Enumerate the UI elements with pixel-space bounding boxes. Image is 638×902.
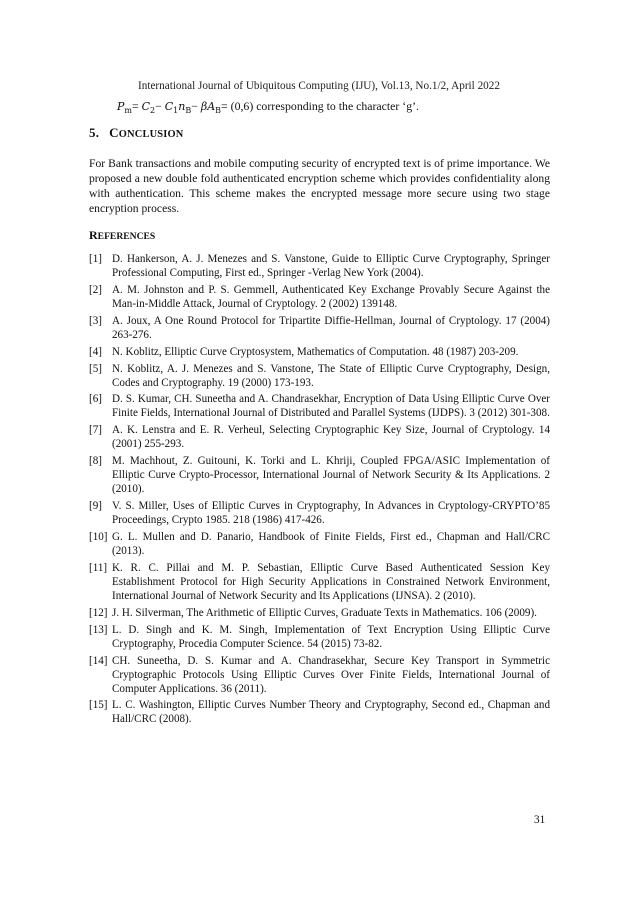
- reference-item: [89, 283, 550, 311]
- reference-item: [89, 654, 550, 696]
- reference-text: K. R. C. Pillai and M. P. Sebastian, Elliptic Curve Based Authenticated Session Key Establishment Protocol for High Security Applications in Constrained Network Environment, International Journal of Network Security and Its Applications (IJNSA). 2 (2010).: [112, 561, 550, 602]
- reference-number: [6]: [89, 393, 102, 406]
- reference-item: [89, 530, 550, 558]
- page-number: 31: [534, 814, 546, 826]
- reference-text: V. S. Miller, Uses of Elliptic Curves in Cryptography, In Advances in Cryptology-CRYPTO’85 Proceedings, Crypto 1985. 218 (1986) 417-426.: [112, 500, 550, 527]
- reference-number: [15]: [89, 699, 108, 712]
- reference-number: [4]: [89, 345, 102, 358]
- reference-number: [13]: [89, 623, 108, 636]
- eq-result: = (0,6) corresponding to the character ‘g’.: [221, 99, 419, 113]
- reference-text: A. M. Johnston and P. S. Gemmell, Authenticated Key Exchange Provably Secure Against the Man-in-Middle Attack, Journal of Cryptology. 2 (2002) 139148.: [112, 283, 550, 310]
- reference-item: [89, 561, 550, 603]
- reference-text: A. Joux, A One Round Protocol for Tripartite Diffie-Hellman, Journal of Cryptology. 17 (2004) 263-276.: [112, 314, 550, 341]
- reference-text: N. Koblitz, Elliptic Curve Cryptosystem, Mathematics of Computation. 48 (1987) 203-209.: [112, 345, 519, 358]
- references-heading: REFERENCES: [89, 228, 156, 242]
- reference-number: [1]: [89, 253, 102, 265]
- eq-beta-ab: $\beta A_B$: [200, 100, 222, 116]
- section-number: 5.: [89, 125, 100, 140]
- reference-text: A. K. Lenstra and E. R. Verheul, Selecting Cryptographic Key Size, Journal of Cryptology. 14 (2001) 255-293.: [112, 424, 550, 451]
- reference-item: [89, 423, 550, 451]
- eq-c1-nb: $C_1n_B$: [164, 100, 192, 116]
- reference-item: [89, 362, 550, 390]
- eq-lhs: $P_m$: [117, 100, 132, 116]
- reference-number: [11]: [89, 561, 108, 574]
- reference-item: [89, 606, 550, 620]
- reference-text: CH. Suneetha, D. S. Kumar and A. Chandrasekhar, Secure Key Transport in Symmetric Cryptographic Protocols Using Elliptic Curves Over Finite Fields, International Journal of Computer Applications. 36 (2011).: [112, 654, 550, 695]
- reference-number: [7]: [89, 424, 102, 437]
- reference-number: [14]: [89, 654, 108, 667]
- reference-text: L. C. Washington, Elliptic Curves Number Theory and Cryptography, Second ed., Chapman and Hall/CRC (2008).: [112, 699, 550, 726]
- reference-item: [89, 454, 550, 496]
- reference-number: [9]: [89, 500, 102, 513]
- reference-text: G. L. Mullen and D. Panario, Handbook of Finite Fields, First ed., Chapman and Hall/CRC (2013).: [112, 531, 550, 558]
- reference-item: [89, 314, 550, 342]
- references-list: [89, 252, 550, 729]
- section-heading-conclusion: 5. CONCLUSION: [89, 125, 184, 140]
- reference-text: L. D. Singh and K. M. Singh, Implementation of Text Encryption Using Elliptic Curve Cryptography, Procedia Computer Science. 54 (2015) 73-82.: [112, 623, 550, 650]
- reference-text: N. Koblitz, A. J. Menezes and S. Vanstone, The State of Elliptic Curve Cryptography, Design, Codes and Cryptography. 19 (2000) 173-193.: [112, 362, 550, 389]
- reference-text: J. H. Silverman, The Arithmetic of Elliptic Curves, Graduate Texts in Mathematics. 106 (2009).: [112, 606, 537, 619]
- reference-item: [89, 252, 550, 280]
- reference-text: D. Hankerson, A. J. Menezes and S. Vanstone, Guide to Elliptic Curve Cryptography, Springer Professional Computing, First ed., Springer -Verlag New York (2004).: [112, 253, 550, 279]
- reference-item: [89, 499, 550, 527]
- reference-number: [2]: [89, 283, 102, 296]
- eq-c2: $C_2$: [141, 100, 156, 116]
- reference-text: D. S. Kumar, CH. Suneetha and A. Chandrasekhar, Encryption of Data Using Elliptic Curve Over Finite Fields, International Journal of Distributed and Parallel Systems (IJDPS). 3 (2012) 301-308.: [112, 393, 550, 420]
- reference-item: [89, 345, 550, 359]
- journal-header: International Journal of Ubiquitous Computing (IJU), Vol.13, No.1/2, April 2022: [138, 80, 500, 92]
- reference-item: [89, 698, 550, 726]
- reference-item: [89, 623, 550, 651]
- reference-number: [10]: [89, 531, 108, 544]
- conclusion-paragraph: For Bank transactions and mobile computing security of encrypted text is of prime importance. We proposed a new double fold authenticated encryption scheme which provides confidentiality along with authentication. This scheme makes the encrypted message more secure using two stage encryption process.: [89, 157, 550, 215]
- reference-number: [12]: [89, 606, 108, 619]
- reference-number: [3]: [89, 314, 102, 327]
- equation-line: $P_m= C_2- C_1n_B- \beta A_B= (0,6)$ corresponding to the character ‘g’.: [117, 99, 419, 116]
- reference-number: [8]: [89, 455, 102, 468]
- reference-text: M. Machhout, Z. Guitouni, K. Torki and L. Khriji, Coupled FPGA/ASIC Implementation of Elliptic Curve Crypto-Processor, International Journal of Network Security & Its Applications. 2 (2010).: [112, 455, 550, 496]
- reference-item: [89, 392, 550, 420]
- reference-number: [5]: [89, 362, 102, 375]
